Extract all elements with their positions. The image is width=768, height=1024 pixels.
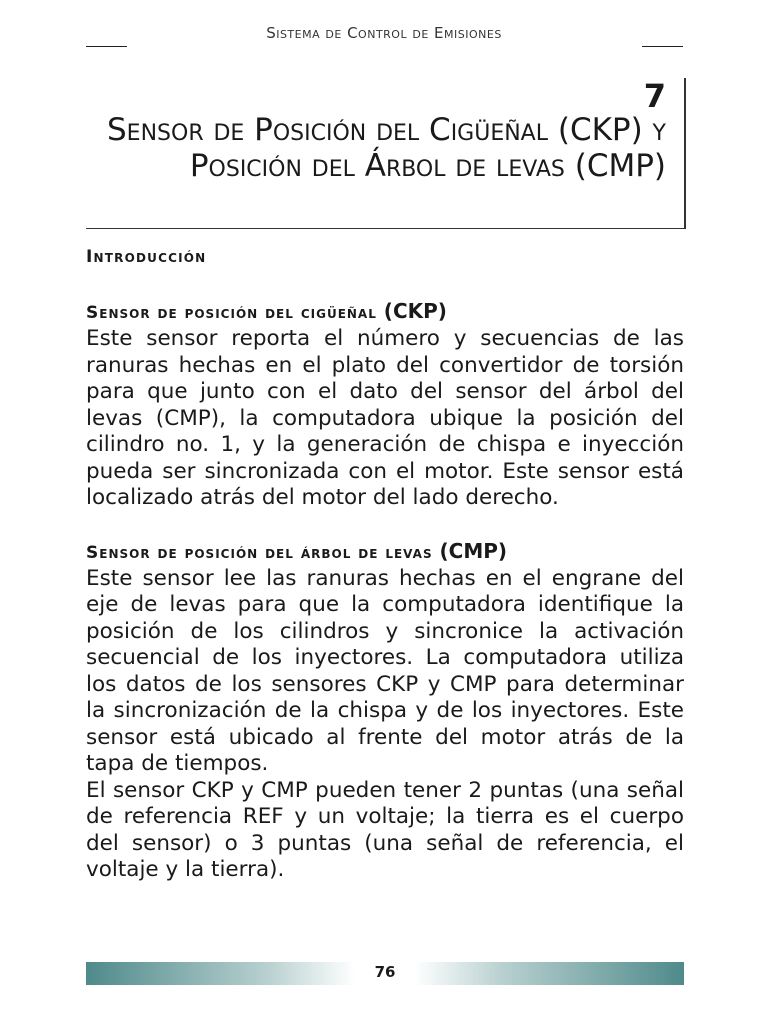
page-number: 76	[374, 963, 396, 981]
page-body	[86, 242, 684, 884]
subheading-cmp-acronym: (CMP)	[439, 538, 508, 563]
subheading-ckp-text: Sensor de posición del cigüeñal	[86, 303, 377, 323]
paragraph-ckp: Este sensor reporta el número y secuencias de las ranuras hechas en el plato del convertidor de torsión para que junto con el dato del sensor del árbol del levas (CMP), la computadora ubique la posición del cilindro no. 1, y la generación de chispa e inyección pueda ser sincronizada con el motor. Este sensor está localizado atrás del motor del lado derecho.	[86, 326, 684, 510]
section-spacer	[86, 512, 684, 538]
chapter-number: 7	[643, 77, 666, 115]
paragraph-pins: El sensor CKP y CMP pueden tener 2 puntas (una señal de referencia REF y un voltaje; la tierra es el cuerpo del sensor) o 3 puntas (una señal de referencia, el voltaje y la tierra).	[86, 777, 684, 882]
subheading-ckp	[86, 298, 684, 326]
chapter-title: Sensor de Posición del Cigüeñal (CKP) y Posición del Árbol de levas (CMP)	[107, 112, 666, 184]
subheading-cmp	[86, 538, 684, 566]
section-heading-introduccion: Introducción	[86, 247, 207, 267]
paragraph-cmp: Este sensor lee las ranuras hechas en el engrane del eje de levas para que la computadora identifique la posición de los cilindros y sincronice la activación secuencial de los inyectores. La computadora utiliza los datos de los sensores CKP y CMP para determinar la sincronización de la chispa y de los inyectores. Este sensor está ubicado al frente del motor atrás de la tapa de tiempos.	[86, 565, 684, 776]
subheading-ckp-acronym: (CKP)	[383, 299, 447, 323]
running-header: Sistema de Control de Emisiones	[266, 24, 502, 42]
chapter-heading-block	[86, 78, 686, 229]
subheading-cmp-text: Sensor de posición del árbol de levas	[86, 542, 433, 563]
header-rule-left	[86, 46, 127, 47]
header-rule-right	[642, 46, 683, 47]
